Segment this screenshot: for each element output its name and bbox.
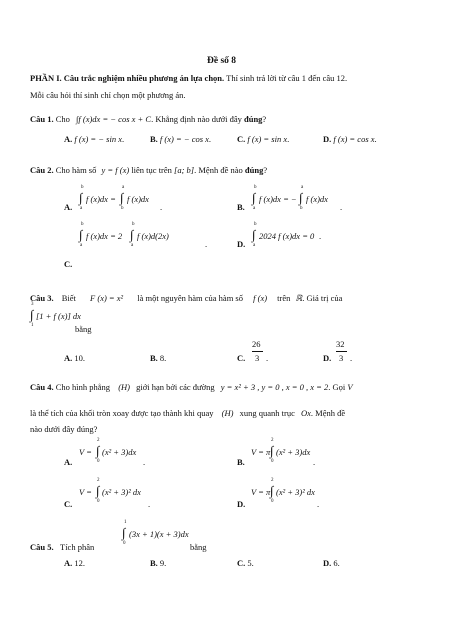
q1-option-d-label: D. bbox=[323, 134, 332, 144]
question-1-formula: ∫f (x)dx = − cos x + C bbox=[76, 114, 152, 124]
question-4-stem-line-1 bbox=[30, 382, 353, 393]
q3-option-a-label: A. bbox=[64, 353, 73, 363]
q4-option-a-end: . bbox=[143, 457, 146, 467]
question-1-emphasis: đúng bbox=[243, 114, 263, 124]
q2-option-d-end: . bbox=[319, 231, 322, 241]
integral-sign: ∫ bbox=[79, 227, 83, 242]
q5-upper-limit: 1 bbox=[124, 520, 127, 525]
question-4-stem-line-2 bbox=[30, 408, 345, 419]
q3-option-d-label: D. bbox=[323, 353, 332, 363]
question-5-integrand: (3x + 1)(x + 3)dx bbox=[129, 529, 189, 539]
q4-option-b-integrand: (x² + 3)dx bbox=[276, 447, 311, 457]
q4-b-lower-limit: 0 bbox=[271, 459, 274, 464]
q3-option-a-end: . bbox=[82, 353, 86, 363]
q2-c-upper-limit-1: b bbox=[81, 222, 84, 227]
question-1-text-after: . Khẳng định nào dưới đây bbox=[151, 114, 242, 124]
part-heading-line bbox=[30, 73, 347, 84]
q1-option-a-formula: f (x) = − sin x bbox=[74, 134, 122, 144]
question-5-label: Câu 5. bbox=[30, 542, 54, 552]
q2-option-d-formula: 2024 f (x)dx = 0 bbox=[259, 231, 315, 241]
q4-option-c-label: C. bbox=[64, 499, 73, 509]
q5-option-b-label: B. bbox=[150, 558, 158, 568]
q4-d-lower-limit: 0 bbox=[271, 499, 274, 504]
q2-a-upper-limit-2: a bbox=[122, 185, 125, 190]
question-2-end: ? bbox=[263, 165, 268, 175]
question-3-function: f (x) bbox=[253, 293, 268, 303]
q5-option-d-end: . bbox=[337, 558, 340, 568]
question-3-text-after: . Giá trị của bbox=[302, 293, 343, 303]
fraction-bar bbox=[252, 351, 263, 352]
question-4-line2-b: xung quanh trục bbox=[239, 408, 295, 418]
q2-option-d-label: D. bbox=[237, 239, 246, 249]
q1-option-b-formula: f (x) = − cos x bbox=[159, 134, 209, 144]
integral-sign: ∫ bbox=[79, 190, 83, 205]
q2-option-a-rhs: f (x)dx bbox=[127, 194, 149, 204]
q2-b-lower-limit-1: a bbox=[253, 206, 256, 211]
q4-option-d-label: D. bbox=[237, 499, 246, 509]
question-3-label: Câu 3. bbox=[30, 293, 54, 303]
q4-option-d-prefix: V = π bbox=[251, 487, 271, 497]
question-4-region: (H) bbox=[118, 382, 130, 392]
question-4-label: Câu 4. bbox=[30, 382, 54, 392]
q3-option-b[interactable] bbox=[150, 353, 166, 364]
q4-a-lower-limit: 0 bbox=[97, 459, 100, 464]
q3-option-d-end: . bbox=[350, 353, 353, 363]
q4-option-b-prefix: V = π bbox=[251, 447, 271, 457]
q4-option-c-prefix: V = bbox=[79, 487, 92, 497]
question-4-text-mid: giới hạn bởi các đường bbox=[136, 382, 215, 392]
q3-option-c-denominator: 3 bbox=[255, 353, 260, 363]
q3-upper-limit: 3 bbox=[31, 302, 34, 307]
question-4-line2-a: là thể tích của khối tròn xoay được tạo thành khi quay bbox=[30, 408, 214, 418]
q4-a-upper-limit: 2 bbox=[97, 438, 100, 443]
q3-option-b-value: 8 bbox=[159, 353, 165, 363]
q2-option-b-label: B. bbox=[237, 202, 245, 212]
document-title: Đề số 8 bbox=[207, 56, 237, 66]
question-5-text-before: Tích phân bbox=[60, 542, 95, 552]
question-4-curves: y = x² + 3 , y = 0 , x = 0 , x = 2 bbox=[220, 382, 329, 392]
integral-sign: ∫ bbox=[96, 483, 100, 498]
question-2-interval: [a; b] bbox=[174, 165, 195, 175]
q2-option-b-end: . bbox=[340, 202, 343, 212]
q5-option-c-value: 5 bbox=[247, 558, 252, 568]
q5-option-c-end: . bbox=[251, 558, 254, 568]
q2-a-lower-limit-1: a bbox=[80, 206, 83, 211]
question-1-label: Câu 1. bbox=[30, 114, 54, 124]
part1-instruction-1: Thí sinh trả lời từ câu 1 đến câu 12. bbox=[224, 73, 348, 83]
q3-option-c-label: C. bbox=[237, 353, 246, 363]
q1-option-b-label: B. bbox=[150, 134, 158, 144]
integral-sign: ∫ bbox=[299, 190, 303, 205]
q2-b-upper-limit-2: a bbox=[301, 185, 304, 190]
q3-option-a-value: 10 bbox=[74, 353, 83, 363]
q2-a-lower-limit-2: b bbox=[121, 206, 124, 211]
integral-sign: ∫ bbox=[270, 443, 274, 458]
integral-sign: ∫ bbox=[270, 483, 274, 498]
q2-b-lower-limit-2: b bbox=[300, 206, 303, 211]
q5-option-d-label: D. bbox=[323, 558, 332, 568]
q4-option-c-integrand: (x² + 3)² dx bbox=[102, 487, 141, 497]
q5-option-c[interactable] bbox=[237, 558, 254, 569]
question-4-volume-var: V bbox=[347, 382, 353, 392]
q5-option-b-value: 9 bbox=[159, 558, 165, 568]
q3-option-c-end: . bbox=[266, 353, 269, 363]
integral-sign: ∫ bbox=[96, 443, 100, 458]
q3-option-a[interactable] bbox=[64, 353, 85, 364]
q3-text-end: bằng bbox=[75, 324, 92, 334]
fraction-bar bbox=[336, 351, 347, 352]
question-3-text-before: Biết bbox=[61, 293, 76, 303]
q3-integrand: [1 + f (x)] dx bbox=[36, 311, 81, 321]
question-3-domain: ℝ bbox=[295, 293, 303, 303]
q5-option-c-label: C. bbox=[237, 558, 246, 568]
q4-c-upper-limit: 2 bbox=[97, 478, 100, 483]
integral-sign: ∫ bbox=[252, 227, 256, 242]
q2-option-c-end: . bbox=[205, 239, 208, 249]
part1-instruction-2: Mỗi câu hỏi thí sinh chỉ chọn một phương án. bbox=[30, 90, 186, 100]
q1-option-c-formula: f (x) = sin x bbox=[247, 134, 288, 144]
integral-sign: ∫ bbox=[30, 307, 34, 322]
q2-c-lower-limit-1: a bbox=[80, 243, 83, 248]
q4-option-a-prefix: V = bbox=[79, 447, 92, 457]
q3-option-b-label: B. bbox=[150, 353, 158, 363]
q5-option-a-label: A. bbox=[64, 558, 73, 568]
q2-option-b-lhs: f (x)dx = − bbox=[259, 194, 297, 204]
question-3-formula: F (x) = x² bbox=[90, 293, 124, 303]
q1-option-a-label: A. bbox=[64, 134, 73, 144]
q4-b-upper-limit: 2 bbox=[271, 438, 274, 443]
q4-option-d-integrand: (x² + 3)² dx bbox=[276, 487, 315, 497]
q2-d-upper-limit: b bbox=[254, 222, 257, 227]
question-3-stem bbox=[30, 293, 422, 304]
q2-a-upper-limit-1: b bbox=[81, 185, 84, 190]
question-4-region-2: (H) bbox=[221, 408, 234, 418]
q1-option-a[interactable] bbox=[64, 134, 124, 145]
q2-b-upper-limit-1: b bbox=[254, 185, 257, 190]
q2-c-upper-limit-2: b bbox=[132, 222, 135, 227]
question-2-emphasis: đúng bbox=[244, 165, 264, 175]
integral-sign: ∫ bbox=[122, 525, 126, 540]
question-3-text-mid2: trên bbox=[277, 293, 291, 303]
q4-option-d-end: . bbox=[317, 499, 320, 509]
question-2-text-mid: liên tục trên bbox=[131, 165, 172, 175]
q2-option-c-lhs: f (x)dx = 2 bbox=[86, 231, 123, 241]
q1-option-d-end: . bbox=[374, 134, 377, 144]
q2-option-a-end: . bbox=[160, 202, 163, 212]
question-4-axis: Ox bbox=[300, 408, 311, 418]
question-5-text-after: bằng bbox=[190, 542, 207, 552]
q3-option-c-numerator: 26 bbox=[252, 339, 261, 349]
question-2-text-after: . Mệnh đề nào bbox=[194, 165, 243, 175]
q1-option-c-end: . bbox=[287, 134, 290, 144]
q1-option-c[interactable] bbox=[237, 134, 289, 145]
question-2-stem bbox=[30, 165, 267, 176]
q1-option-c-label: C. bbox=[237, 134, 246, 144]
q2-option-a-label: A. bbox=[64, 202, 73, 212]
q4-option-b-end: . bbox=[313, 457, 316, 467]
q3-option-b-end: . bbox=[164, 353, 167, 363]
q5-option-a-value: 12 bbox=[74, 558, 83, 568]
integral-sign: ∫ bbox=[120, 190, 124, 205]
q1-option-b-end: . bbox=[208, 134, 212, 144]
question-3-text-mid: là một nguyên hàm của hàm số bbox=[137, 293, 243, 303]
q4-d-upper-limit: 2 bbox=[271, 478, 274, 483]
q5-option-b[interactable] bbox=[150, 558, 166, 569]
q5-option-a[interactable] bbox=[64, 558, 85, 569]
q2-option-c-rhs: f (x)d(2x) bbox=[137, 231, 169, 241]
q1-option-b[interactable] bbox=[150, 134, 211, 145]
q5-option-d[interactable] bbox=[323, 558, 340, 569]
part1-heading: PHẦN I. Câu trắc nghiệm nhiều phương án lựa chọn. bbox=[30, 73, 225, 83]
q3-option-d-numerator: 32 bbox=[336, 339, 345, 349]
question-2-formula: y = f (x) bbox=[101, 165, 130, 175]
question-4-text-before: Cho hình phẳng bbox=[55, 382, 111, 392]
q1-option-d[interactable] bbox=[323, 134, 377, 145]
question-4-stem-line-3: nào dưới đây đúng? bbox=[30, 424, 98, 434]
integral-sign: ∫ bbox=[130, 227, 134, 242]
integral-sign: ∫ bbox=[252, 190, 256, 205]
q3-lower-limit: 1 bbox=[31, 323, 34, 328]
q5-lower-limit: 0 bbox=[123, 541, 126, 546]
q5-option-a-end: . bbox=[82, 558, 86, 568]
q4-option-c-end: . bbox=[148, 499, 151, 509]
question-1-stem bbox=[30, 114, 266, 125]
question-1-text-before: Cho bbox=[55, 114, 70, 124]
q5-option-b-end: . bbox=[164, 558, 167, 568]
question-4-text-after: . Gọi bbox=[328, 382, 346, 392]
question-2-text-before: Cho hàm số bbox=[55, 165, 97, 175]
q2-option-a-lhs: f (x)dx = bbox=[86, 194, 116, 204]
q4-option-a-integrand: (x² + 3)dx bbox=[102, 447, 137, 457]
q4-option-a-label: A. bbox=[64, 457, 73, 467]
q1-option-a-end: . bbox=[121, 134, 125, 144]
q2-option-b-rhs: f (x)dx bbox=[306, 194, 328, 204]
q3-option-d-denominator: 3 bbox=[339, 353, 344, 363]
question-2-label: Câu 2. bbox=[30, 165, 54, 175]
q1-option-d-formula: f (x) = cos x bbox=[333, 134, 375, 144]
question-1-end: ? bbox=[262, 114, 267, 124]
q2-d-lower-limit: a bbox=[253, 243, 256, 248]
q4-option-b-label: B. bbox=[237, 457, 245, 467]
q5-option-d-value: 6 bbox=[333, 558, 338, 568]
q2-option-c-label: C. bbox=[64, 259, 73, 269]
q2-c-lower-limit-2: a bbox=[131, 243, 134, 248]
question-4-line2-c: . Mệnh đề bbox=[310, 408, 346, 418]
q4-c-lower-limit: 0 bbox=[97, 499, 100, 504]
